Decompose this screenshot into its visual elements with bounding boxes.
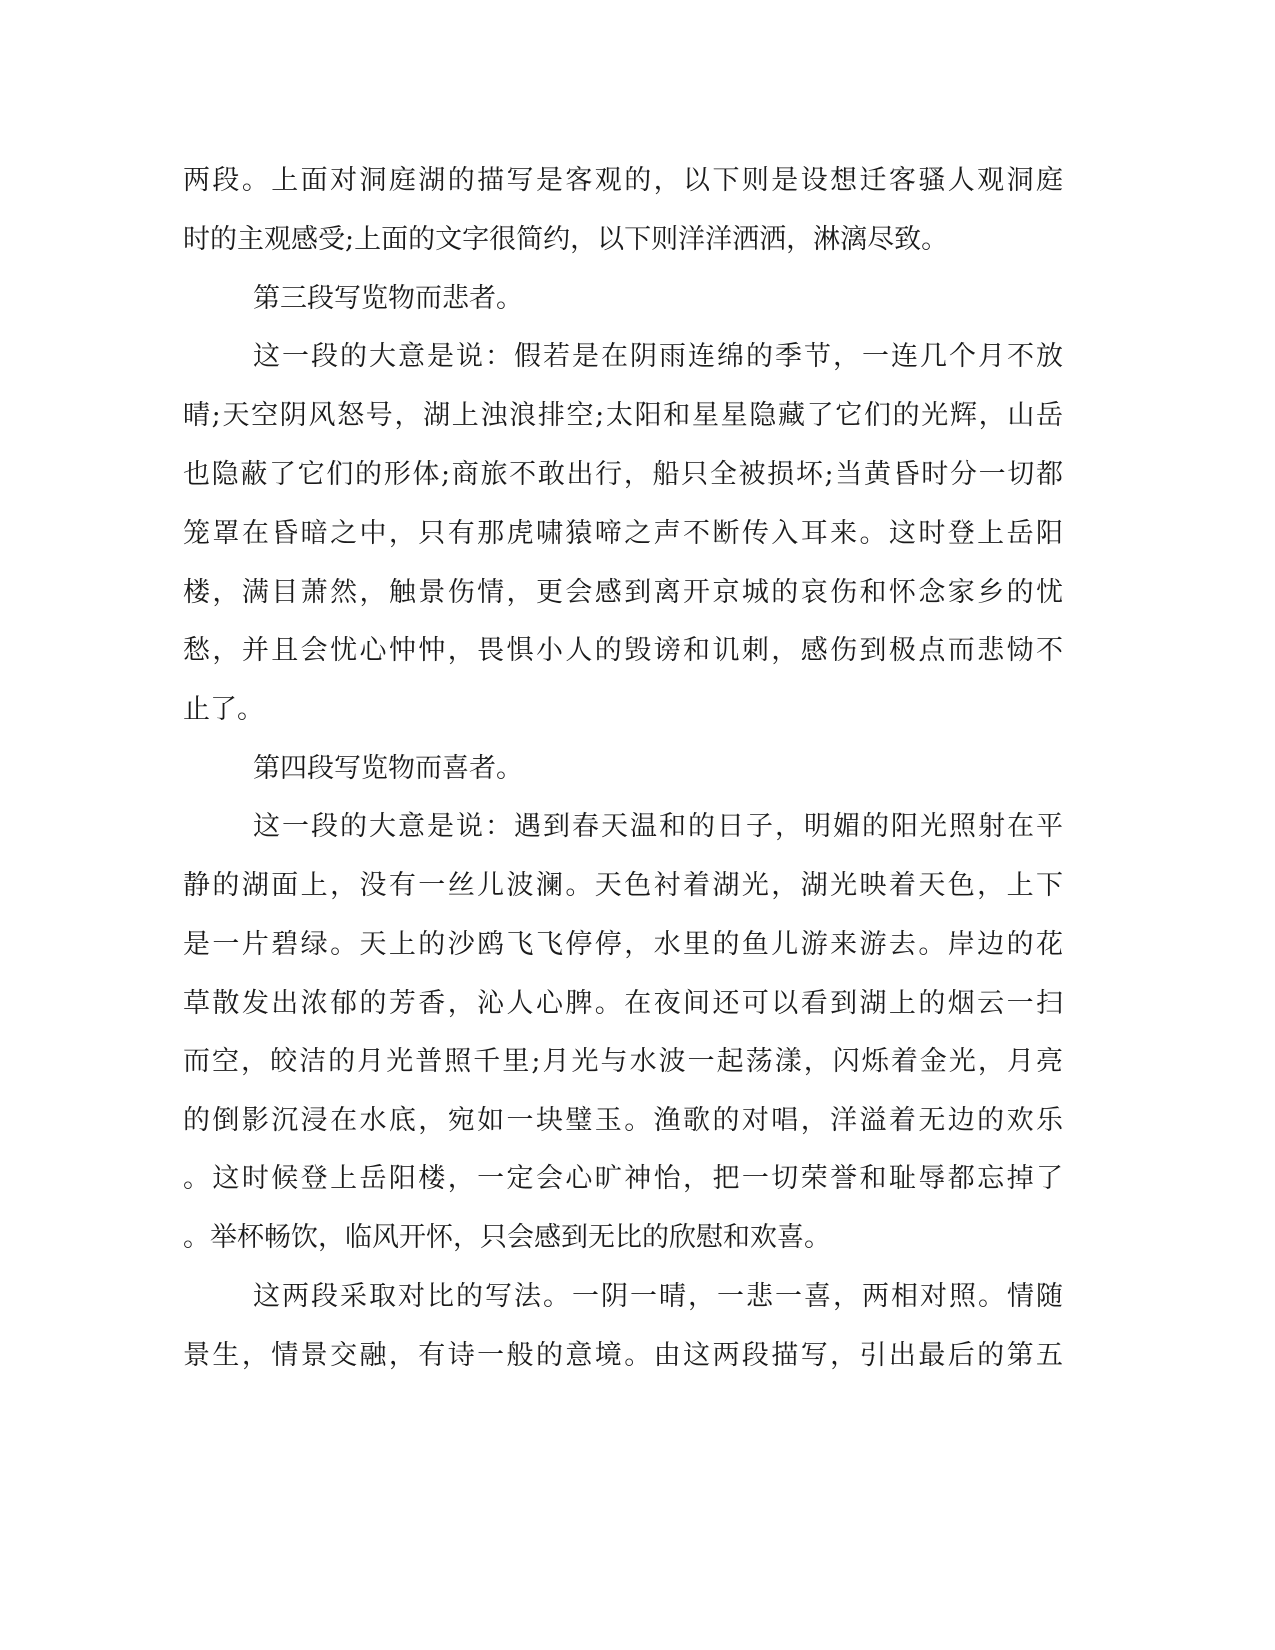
text-line: 时的主观感受;上面的文字很简约，以下则洋洋洒洒，淋漓尽致。 <box>183 224 949 255</box>
section-heading: 第三段写览物而悲者。 <box>253 283 523 314</box>
text-line: 的倒影沉浸在水底，宛如一块璧玉。渔歌的对唱，洋溢着无边的欢乐 <box>183 1105 1063 1136</box>
text-line: 笼罩在昏暗之中，只有那虎啸猿啼之声不断传入耳来。这时登上岳阳 <box>183 518 1063 549</box>
text-line: 。这时候登上岳阳楼，一定会心旷神怡，把一切荣誉和耻辱都忘掉了 <box>183 1163 1063 1194</box>
text-line: 这两段采取对比的写法。一阴一晴，一悲一喜，两相对照。情随 <box>253 1281 1063 1312</box>
text-line: 晴;天空阴风怒号，湖上浊浪排空;太阳和星星隐藏了它们的光辉，山岳 <box>183 400 1063 431</box>
text-line: 也隐蔽了它们的形体;商旅不敢出行，船只全被损坏;当黄昏时分一切都 <box>183 459 1063 490</box>
text-line: 止了。 <box>183 694 264 725</box>
section-heading: 第四段写览物而喜者。 <box>253 753 523 784</box>
text-line: 景生，情景交融，有诗一般的意境。由这两段描写，引出最后的第五 <box>183 1340 1063 1371</box>
text-line: 静的湖面上，没有一丝儿波澜。天色衬着湖光，湖光映着天色，上下 <box>183 870 1063 901</box>
text-line: 这一段的大意是说：遇到春天温和的日子，明媚的阳光照射在平 <box>253 811 1063 842</box>
text-line: 两段。上面对洞庭湖的描写是客观的，以下则是设想迁客骚人观洞庭 <box>183 165 1063 196</box>
text-line: 是一片碧绿。天上的沙鸥飞飞停停，水里的鱼儿游来游去。岸边的花 <box>183 929 1063 960</box>
text-line: 而空，皎洁的月光普照千里;月光与水波一起荡漾，闪烁着金光，月亮 <box>183 1046 1063 1077</box>
text-line: 愁，并且会忧心忡忡，畏惧小人的毁谤和讥刺，感伤到极点而悲恸不 <box>183 635 1063 666</box>
text-line: 。举杯畅饮，临风开怀，只会感到无比的欣慰和欢喜。 <box>183 1222 831 1253</box>
text-line: 这一段的大意是说：假若是在阴雨连绵的季节，一连几个月不放 <box>253 341 1063 372</box>
text-line: 草散发出浓郁的芳香，沁人心脾。在夜间还可以看到湖上的烟云一扫 <box>183 988 1063 1019</box>
text-line: 楼，满目萧然，触景伤情，更会感到离开京城的哀伤和怀念家乡的忧 <box>183 577 1063 608</box>
